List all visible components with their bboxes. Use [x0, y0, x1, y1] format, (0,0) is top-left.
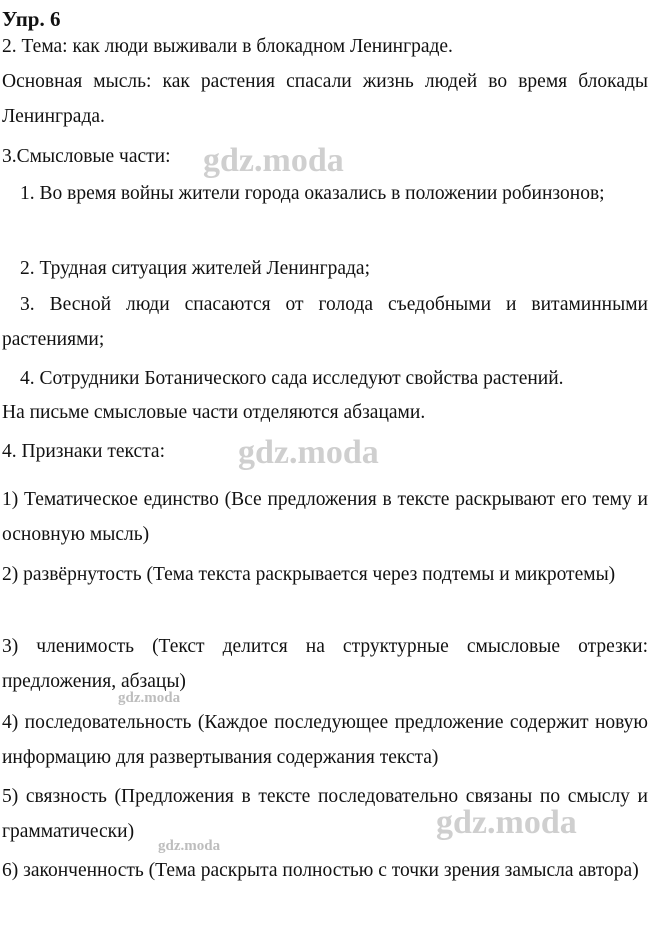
feature-4-sequence: 4) последовательность (Каждое последующее предложение содержит новую информацию для развертывания содержания текста): [2, 712, 648, 768]
watermark-logo: gdz.moda: [436, 804, 577, 841]
feature-5-coherence: 5) связность (Предложения в тексте последовательно связаны по смыслу и грамматически): [2, 786, 648, 842]
topic-line: 2. Тема: как люди выживали в блокадном Ленинграде.: [2, 36, 453, 57]
semantic-part-4: 4. Сотрудники Ботанического сада исследуют свойства растений.: [20, 368, 564, 389]
feature-6-completeness: 6) законченность (Тема раскрыта полностью с точки зрения замысла автора): [2, 860, 639, 881]
semantic-part-1: 1. Во время войны жители города оказались в положении робинзонов;: [20, 183, 605, 204]
feature-1-thematic-unity: 1) Тематическое единство (Все предложения в тексте раскрывают его тему и основную мысль): [2, 489, 648, 545]
paragraph-separation-note: На письме смысловые части отделяются абзацами.: [2, 402, 426, 423]
watermark-logo: gdz.moda: [238, 434, 379, 471]
semantic-part-3: 3. Весной люди спасаются от голода съедобными и витаминными растениями;: [2, 294, 648, 350]
feature-3-divisibility: 3) членимость (Текст делится на структурные смысловые отрезки: предложения, абзацы): [2, 636, 648, 692]
feature-2-expansion: 2) развёрнутость (Тема текста раскрывается через подтемы и микротемы): [2, 564, 616, 585]
watermark-logo: gdz.moda: [203, 142, 344, 179]
text-features-heading: 4. Признаки текста:: [2, 441, 165, 462]
exercise-title: Упр. 6: [2, 7, 61, 31]
watermark-logo-small: gdz.moda: [118, 690, 181, 706]
semantic-part-2: 2. Трудная ситуация жителей Ленинграда;: [20, 258, 370, 279]
semantic-parts-heading: 3.Смысловые части:: [2, 146, 171, 167]
main-idea-paragraph: Основная мысль: как растения спасали жизнь людей во время блокады Ленинграда.: [2, 71, 648, 127]
watermark-logo-small: gdz.moda: [158, 838, 221, 854]
